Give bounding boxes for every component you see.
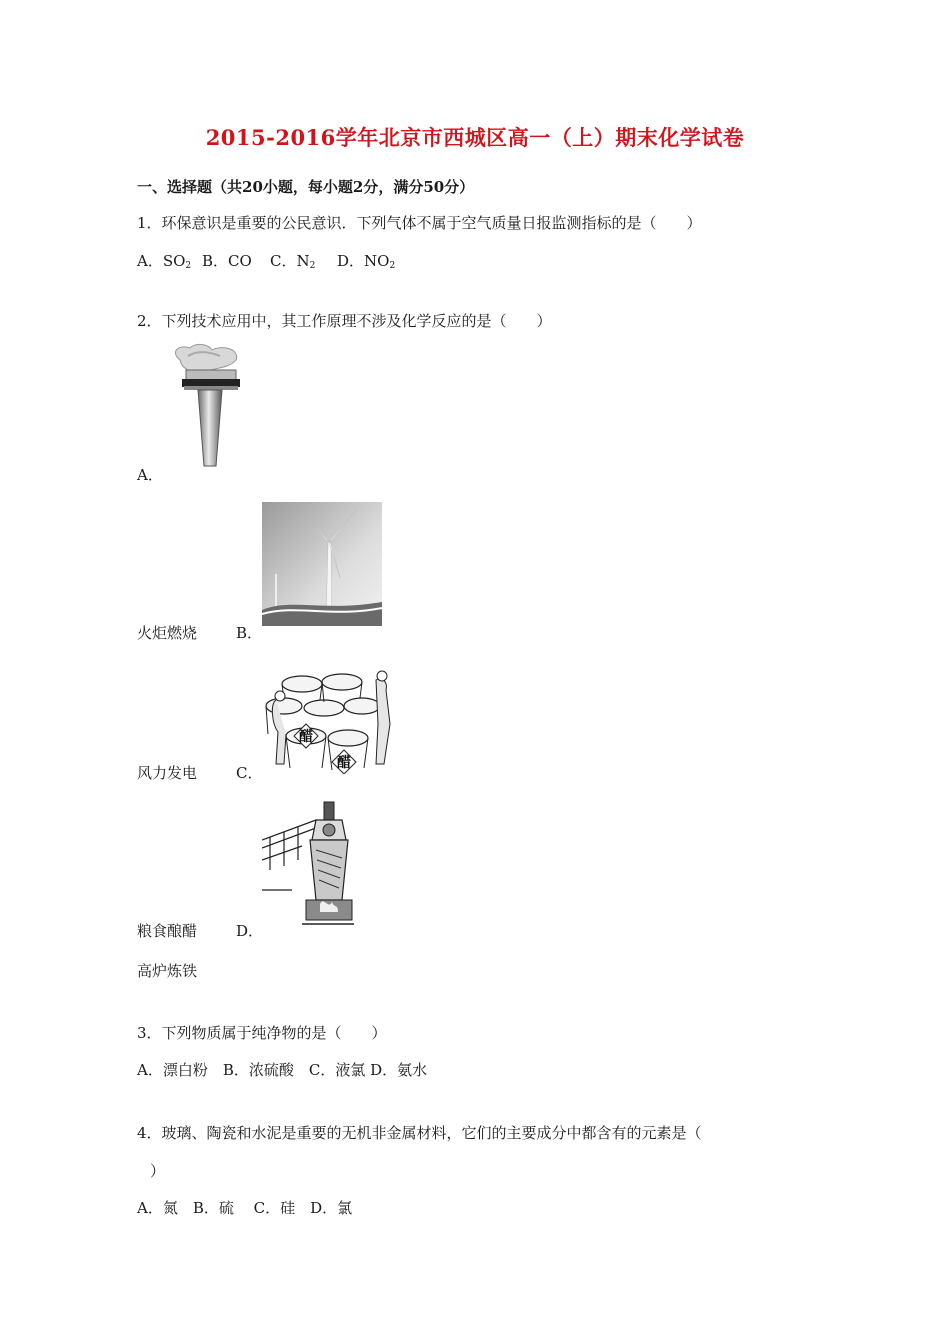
question-2-option-b-caption: 风力发电 xyxy=(137,764,198,782)
question-1-text: 1．环保意识是重要的公民意识．下列气体不属于空气质量日报监测指标的是（ ） xyxy=(137,214,702,232)
question-1-option-d: D．$NO_2$ xyxy=(337,252,396,271)
wind-turbine-icon xyxy=(262,502,382,626)
question-2-option-a-caption: 火炬燃烧 xyxy=(137,624,198,642)
question-2-text: 2．下列技术应用中，其工作原理不涉及化学反应的是（ ） xyxy=(137,312,552,330)
question-2-option-c-letter: C． xyxy=(236,764,263,782)
question-4-options: A．氮 B．硫 C．硅 D．氯 xyxy=(137,1199,353,1217)
question-1-option-a: A．$SO_2$ xyxy=(137,252,192,271)
question-3-options: A．漂白粉 B．浓硫酸 C．液氯 D．氨水 xyxy=(137,1061,428,1079)
question-1-option-b: B．CO xyxy=(202,252,252,270)
question-2-option-b-letter: B． xyxy=(236,624,263,642)
page-title: 2015-2016学年北京市西城区高一（上）期末化学试卷 xyxy=(205,125,745,150)
torch-icon xyxy=(160,342,246,470)
question-2-option-d-letter: D． xyxy=(236,922,264,940)
blast-furnace-icon xyxy=(262,800,354,928)
question-4-text-line-1: 4．玻璃、陶瓷和水泥是重要的无机非金属材料，它们的主要成分中都含有的元素是（ xyxy=(137,1124,702,1142)
section-heading: 一、选择题（共20小题，每小题2分，满分50分） xyxy=(137,178,475,196)
question-3-text: 3．下列物质属于纯净物的是（ ） xyxy=(137,1024,387,1042)
vinegar-brewing-icon xyxy=(262,664,394,774)
vinegar-label-2: 醋 xyxy=(337,755,351,771)
question-1-option-c: C．$N_2$ xyxy=(270,252,316,271)
question-2-option-d-caption: 高炉炼铁 xyxy=(137,962,198,980)
vinegar-label-1: 醋 xyxy=(299,729,313,745)
question-2-option-a-letter: A． xyxy=(137,466,163,484)
question-4-text-line-2: ） xyxy=(150,1162,166,1180)
question-2-option-c-caption: 粮食酿醋 xyxy=(137,922,198,940)
